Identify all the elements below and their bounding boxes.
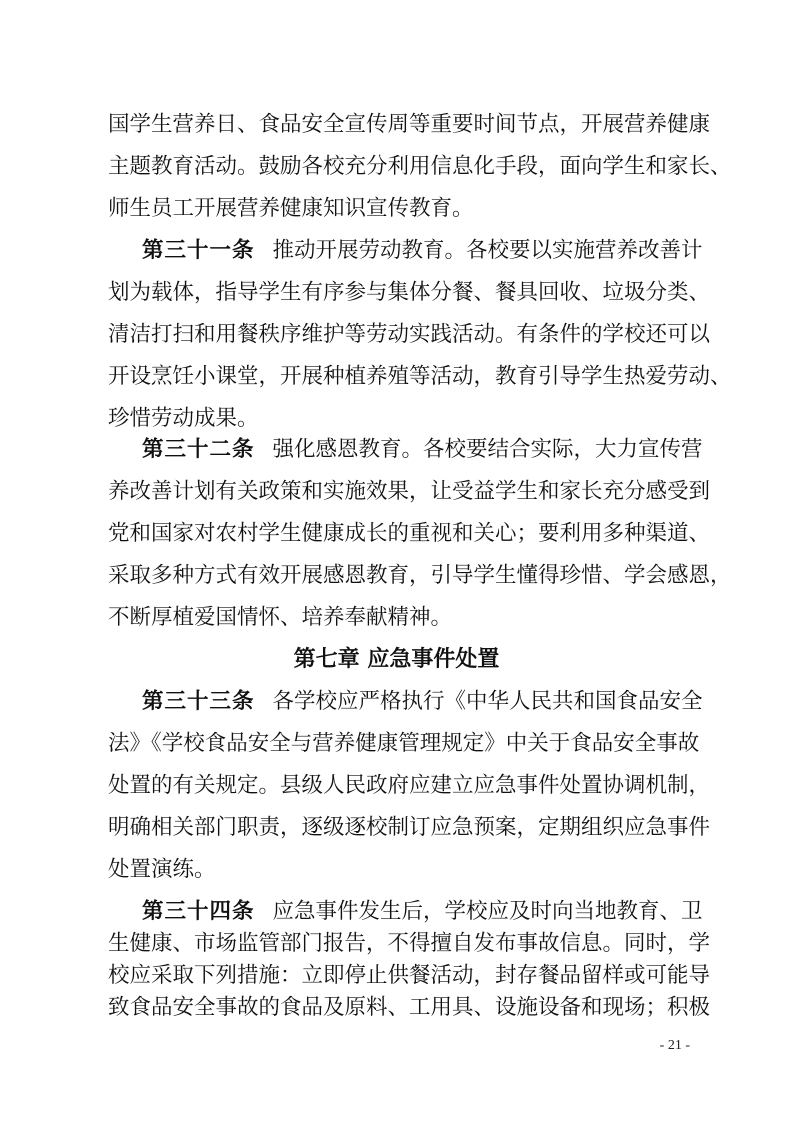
article-text: 各学校应严格执行《中华人民共和国食品安全 [272,689,703,714]
paragraph-line: 不断厚植爱国情怀、培养奉献精神。 [108,605,453,630]
article-label: 第三十一条 [142,238,255,263]
paragraph-line: 致食品安全事故的食品及原料、工用具、设施设备和现场；积极 [108,995,711,1020]
article-first-line [108,436,703,464]
paragraph-line: 处置演练。 [108,857,216,882]
paragraph-line: 划为载体，指导学生有序参与集体分餐、餐具回收、垃圾分类、 [108,280,711,305]
paragraph-line: 清洁打扫和用餐秩序维护等劳动实践活动。有条件的学校还可以 [108,322,711,347]
paragraph-line: 主题教育活动。鼓励各校充分利用信息化手段，面向学生和家长、 [108,154,732,179]
paragraph-line: 采取多种方式有效开展感恩教育，引导学生懂得珍惜、学会感恩， [108,563,732,588]
article-first-line [108,688,703,716]
paragraph-line: 处置的有关规定。县级人民政府应建立应急事件处置协调机制， [108,773,711,798]
paragraph-line: 法》《学校食品安全与营养健康管理规定》中关于食品安全事故 [108,731,700,756]
article-label: 第三十二条 [142,437,255,462]
article-first-line [108,237,703,265]
page-number: - 21 - [659,1038,690,1053]
article-text: 强化感恩教育。各校要结合实际，大力宣传营 [272,437,703,462]
paragraph-line: 党和国家对农村学生健康成长的重视和关心；要利用多种渠道、 [108,521,711,546]
paragraph-line: 国学生营养日、食品安全宣传周等重要时间节点，开展营养健康 [108,112,711,137]
paragraph-line: 校应采取下列措施：立即停止供餐活动，封存餐品留样或可能导 [108,963,711,988]
chapter-heading: 第七章 应急事件处置 [293,647,500,672]
paragraph-line: 师生员工开展营养健康知识宣传教育。 [108,196,474,221]
article-label: 第三十四条 [142,899,255,924]
paragraph-line: 生健康、市场监管部门报告，不得擅自发布事故信息。同时，学 [108,931,711,956]
article-text: 应急事件发生后，学校应及时向当地教育、卫 [272,899,703,924]
paragraph-line: 珍惜劳动成果。 [108,406,259,431]
paragraph-line: 明确相关部门职责，逐级逐校制订应急预案，定期组织应急事件 [108,815,711,840]
article-first-line [108,898,703,926]
article-label: 第三十三条 [142,689,255,714]
paragraph-line: 开设烹饪小课堂，开展种植养殖等活动，教育引导学生热爱劳动、 [108,364,732,389]
paragraph-line: 养改善计划有关政策和实施效果，让受益学生和家长充分感受到 [108,479,711,504]
article-text: 推动开展劳动教育。各校要以实施营养改善计 [272,238,703,263]
